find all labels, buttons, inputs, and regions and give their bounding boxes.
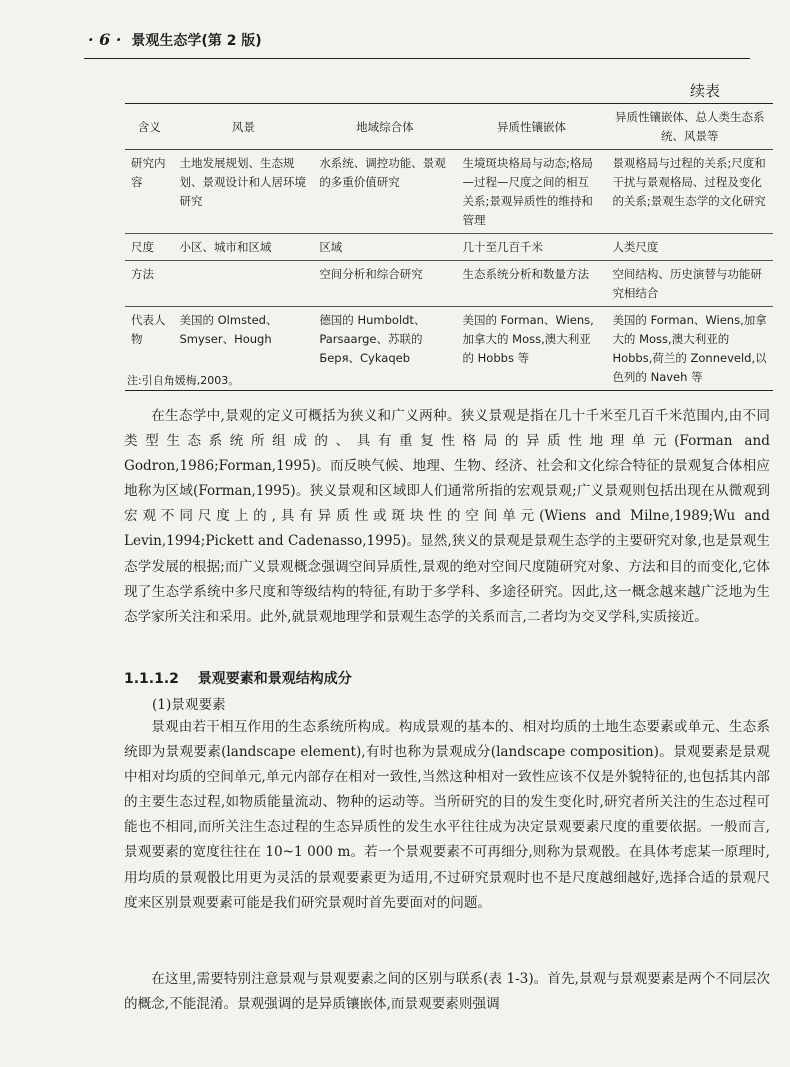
body-paragraph-block <box>124 715 770 916</box>
book-title: 景观生态学(第 2 版) <box>131 33 262 49</box>
body-paragraph-block <box>124 404 770 630</box>
table-row-label: 方法 <box>131 266 154 281</box>
table-cell: 生境斑块格局与动态;格局—过程—尺度之间的相互关系;景观异质性的维持和管理 <box>462 156 593 227</box>
table-row <box>125 233 773 260</box>
body-paragraph: 在生态学中,景观的定义可概括为狭义和广义两种。狭义景观是指在几十千米至几百千米范围内,由不同类型生态系统所组成的、具有重复性格局的异质性地理单元(Forman and Godron,1986;Forman,1995)。而反映气候、地理、生物、经济、社会和文化综合特征的景观复合体相应地称为区域(Forman,1995)。狭义景观和区域即人们通常所指的宏观景观;广义景观则包括出现在从微观到宏观不同尺度上的,具有异质性或斑块性的空间单元(Wiens and Milne,1989;Wu and Levin,1994;Pickett and Cadenasso,1995)。显然,狭义的景观是景观生态学的主要研究对象,也是景观生态学发展的根据;而广义景观概念强调空间异质性,景观的绝对空间尺度随研究对象、方法和目的而变化,它体现了生态学系统中多尺度和等级结构的特征,有助于多学科、多途径研究。因此,这一概念越来越广泛地为生态学家所关注和采用。此外,就景观地理学和景观生态学的关系而言,二者均为交叉学科,实质接近。 <box>124 408 770 625</box>
table-row <box>125 150 773 234</box>
table-cell: 水系统、调控功能、景观的多重价值研究 <box>319 156 446 189</box>
table-header-cell: 异质性镶嵌体 <box>496 119 566 134</box>
table-header-cell: 异质性镶嵌体、总人类生态系统、风景等 <box>614 110 765 143</box>
table-cell: 土地发展规划、生态规划、景观设计和人居环境研究 <box>179 156 306 208</box>
table-row-label: 研究内容 <box>131 156 166 189</box>
subsection-heading: (1)景观要素 <box>152 697 226 713</box>
table-header-cell: 风景 <box>231 119 255 134</box>
table-cell: 美国的 Forman、Wiens,加拿大的 Moss,澳大利亚的 Hobbs,荷兰的 Zonneveld,以色列的 Naveh 等 <box>612 312 767 384</box>
table-cell: 空间分析和综合研究 <box>319 266 423 281</box>
table-row-label: 尺度 <box>131 239 154 254</box>
section-number: 1.1.1.2 <box>124 671 179 687</box>
section-title: 景观要素和景观结构成分 <box>197 671 352 687</box>
table-header-row <box>125 104 773 150</box>
body-paragraph-block <box>124 967 770 1017</box>
table-cell <box>173 260 313 306</box>
page-number: · 6 · <box>88 30 122 49</box>
table-continued-label: 续表 <box>690 82 721 100</box>
table-cell: 美国的 Olmsted、Smyser、Hough <box>179 312 278 346</box>
table-header-cell: 地域综合体 <box>356 119 414 134</box>
body-paragraph: 景观由若干相互作用的生态系统所构成。构成景观的基本的、相对均质的土地生态要素或单元、生态系统即为景观要素(landscape element),有时也称为景观成分(landscape composition)。景观要素是景观中相对均质的空间单元,单元内部存在相对一致性,当然这种相对一致性应该不仅是外貌特征的,也包括其内部的主要生态过程,如物质能量流动、物种的运动等。当所研究的目的发生变化时,研究者所关注的生态过程可能也不相同,而所关注生态过程的生态异质性的发生水平往往成为决定景观要素尺度的重要依据。一般而言,景观要素的宽度往往在 10~1 000 m。若一个景观要素不可再细分,则称为景观骰。在具体考虑某一原理时,用均质的景观骰比用更为灵活的景观要素更为适用,不过研究景观时也不是尺度越细越好,选择合适的景观尺度来区别景观要素可能是我们研究景观时首先要面对的问题。 <box>124 719 770 911</box>
table-row-label: 代表人物 <box>131 312 166 346</box>
table-cell: 德国的 Humboldt、Parsaarge、苏联的 Беря、Cykaqeb <box>319 312 426 365</box>
table-note: 注:引自角媛梅,2003。 <box>127 374 240 387</box>
table-cell: 人类尺度 <box>612 239 659 254</box>
table-row <box>125 260 773 306</box>
table-cell: 景观格局与过程的关系;尺度和干扰与景观格局、过程及变化的关系;景观生态学的文化研究 <box>612 156 766 208</box>
running-head <box>88 30 262 54</box>
body-paragraph: 在这里,需要特别注意景观与景观要素之间的区别与联系(表 1-3)。首先,景观与景观要素是两个不同层次的概念,不能混淆。景观强调的是异质镶嵌体,而景观要素则强调 <box>124 971 770 1013</box>
table-cell: 区域 <box>319 239 343 254</box>
header-rule <box>84 58 750 59</box>
section-heading <box>124 668 352 688</box>
landscape-comparison-table <box>125 103 773 391</box>
table-cell: 美国的 Forman、Wiens,加拿大的 Moss,澳大利亚的 Hobbs 等 <box>462 312 594 365</box>
table-cell: 小区、城市和区域 <box>179 239 272 254</box>
table-cell: 生态系统分析和数量方法 <box>462 266 589 281</box>
table-header-cell: 含义 <box>137 119 161 134</box>
table-cell: 几十至几百千米 <box>462 239 543 254</box>
table-cell: 空间结构、历史演替与功能研究相结合 <box>612 266 762 300</box>
